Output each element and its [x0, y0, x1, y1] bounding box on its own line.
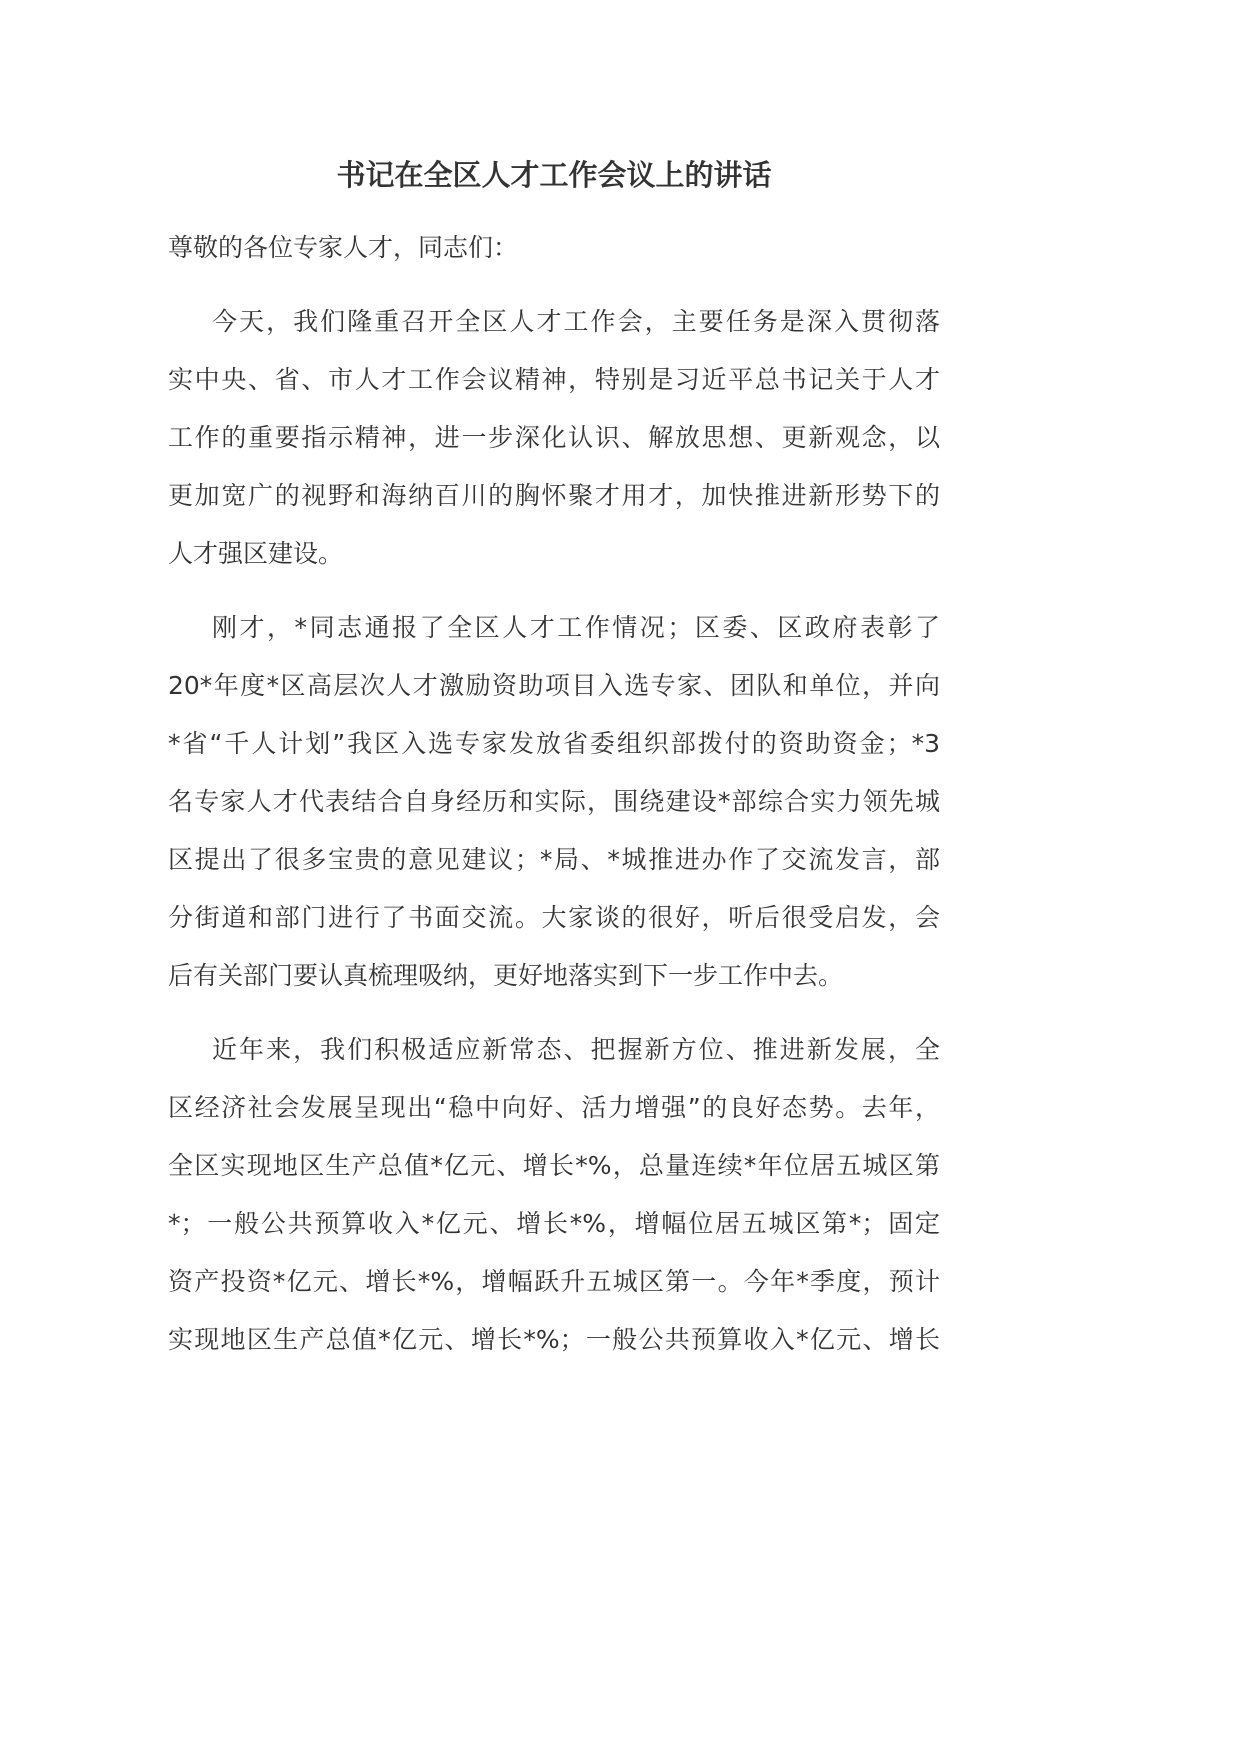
text-line: *省“千人计划”我区入选专家发放省委组织部拨付的资助资金；*3	[168, 729, 940, 758]
text-line: 区提出了很多宝贵的意见建议；*局、*城推进办作了交流发言，部	[168, 845, 940, 874]
document-title: 书记在全区人才工作会议上的讲话	[336, 158, 772, 192]
paragraph-2	[168, 599, 940, 1005]
document-body	[168, 146, 940, 1385]
text-line: 今天，我们隆重召开全区人才工作会，主要任务是深入贯彻落	[212, 307, 940, 336]
text-line: 分街道和部门进行了书面交流。大家谈的很好，听后很受启发，会	[168, 903, 940, 932]
text-line: *；一般公共预算收入*亿元、增长*%，增幅位居五城区第*；固定	[168, 1209, 940, 1238]
text-line: 资产投资*亿元、增长*%，增幅跃升五城区第一。今年*季度，预计	[168, 1267, 940, 1296]
salutation: 尊敬的各位专家人才，同志们：	[168, 233, 519, 262]
text-line: 工作的重要指示精神，进一步深化认识、解放思想、更新观念，以	[168, 423, 940, 452]
text-line: 后有关部门要认真梳理吸纳，更好地落实到下一步工作中去。	[168, 961, 844, 990]
paragraph-1	[168, 293, 940, 583]
text-line: 实现地区生产总值*亿元、增长*%；一般公共预算收入*亿元、增长	[168, 1325, 940, 1354]
paragraph-3	[168, 1021, 940, 1369]
text-line: 全区实现地区生产总值*亿元、增长*%，总量连续*年位居五城区第	[168, 1151, 940, 1180]
text-line: 实中央、省、市人才工作会议精神，特别是习近平总书记关于人才	[168, 365, 940, 394]
text-line: 更加宽广的视野和海纳百川的胸怀聚才用才，加快推进新形势下的	[168, 481, 940, 510]
text-line: 人才强区建设。	[168, 539, 344, 568]
text-line: 刚才，*同志通报了全区人才工作情况；区委、区政府表彰了	[212, 613, 940, 642]
text-line: 名专家人才代表结合自身经历和实际，围绕建设*部综合实力领先城	[168, 787, 940, 816]
text-line: 20*年度*区高层次人才激励资助项目入选专家、团队和单位，并向	[168, 671, 940, 700]
text-line: 近年来，我们积极适应新常态、把握新方位、推进新发展，全	[212, 1035, 940, 1064]
text-line: 区经济社会发展呈现出“稳中向好、活力增强”的良好态势。去年，	[168, 1093, 940, 1122]
